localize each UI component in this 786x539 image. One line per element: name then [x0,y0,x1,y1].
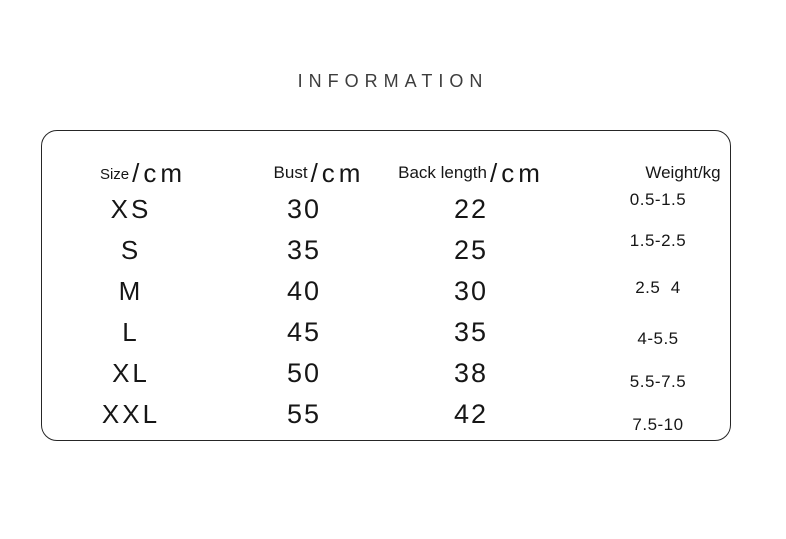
bust-cell: 45 [286,317,322,347]
weight-cell: 0.5-1.5 [629,189,687,209]
back-length-cell: 38 [453,358,489,388]
column-header-size-unit: /cm [132,158,187,188]
bust-cell: 35 [286,235,322,265]
weight-cell: 4-5.5 [637,328,679,348]
size-cell: XS [110,194,152,224]
weight-cell: 1.5-2.5 [629,230,687,250]
column-header-size [54,131,232,189]
size-chart-table [41,130,731,441]
column-header-size-label: Size [99,166,130,183]
size-cell: M [118,276,144,306]
back-length-cell: 22 [453,194,489,224]
size-cell: XXL [101,399,161,429]
column-header-back-length-unit: /cm [489,158,544,188]
bust-cell: 40 [286,276,322,306]
weight-cell: 2.5 4 [635,277,681,297]
column-header-back-length-label: Back length [398,163,487,182]
size-cell: S [120,235,142,265]
bust-cell: 50 [286,358,322,388]
column-header-bust [235,131,403,189]
size-cell: L [122,317,140,347]
column-header-weight-label: Weight/kg [645,163,721,182]
back-length-cell: 25 [453,235,489,265]
column-header-bust-label: Bust [273,163,308,182]
size-chart-grid [42,131,730,440]
page-title: INFORMATION [297,71,489,91]
back-length-cell: 30 [453,276,489,306]
back-length-cell: 35 [453,317,489,347]
size-cell: XL [112,358,150,388]
back-length-cell: 42 [453,399,489,429]
weight-cell: 5.5-7.5 [629,371,687,391]
column-header-bust-unit: /cm [310,158,365,188]
column-header-back-length [388,131,554,189]
bust-cell: 55 [286,399,322,429]
bust-cell: 30 [286,194,322,224]
weight-cell: 7.5-10 [632,414,684,434]
